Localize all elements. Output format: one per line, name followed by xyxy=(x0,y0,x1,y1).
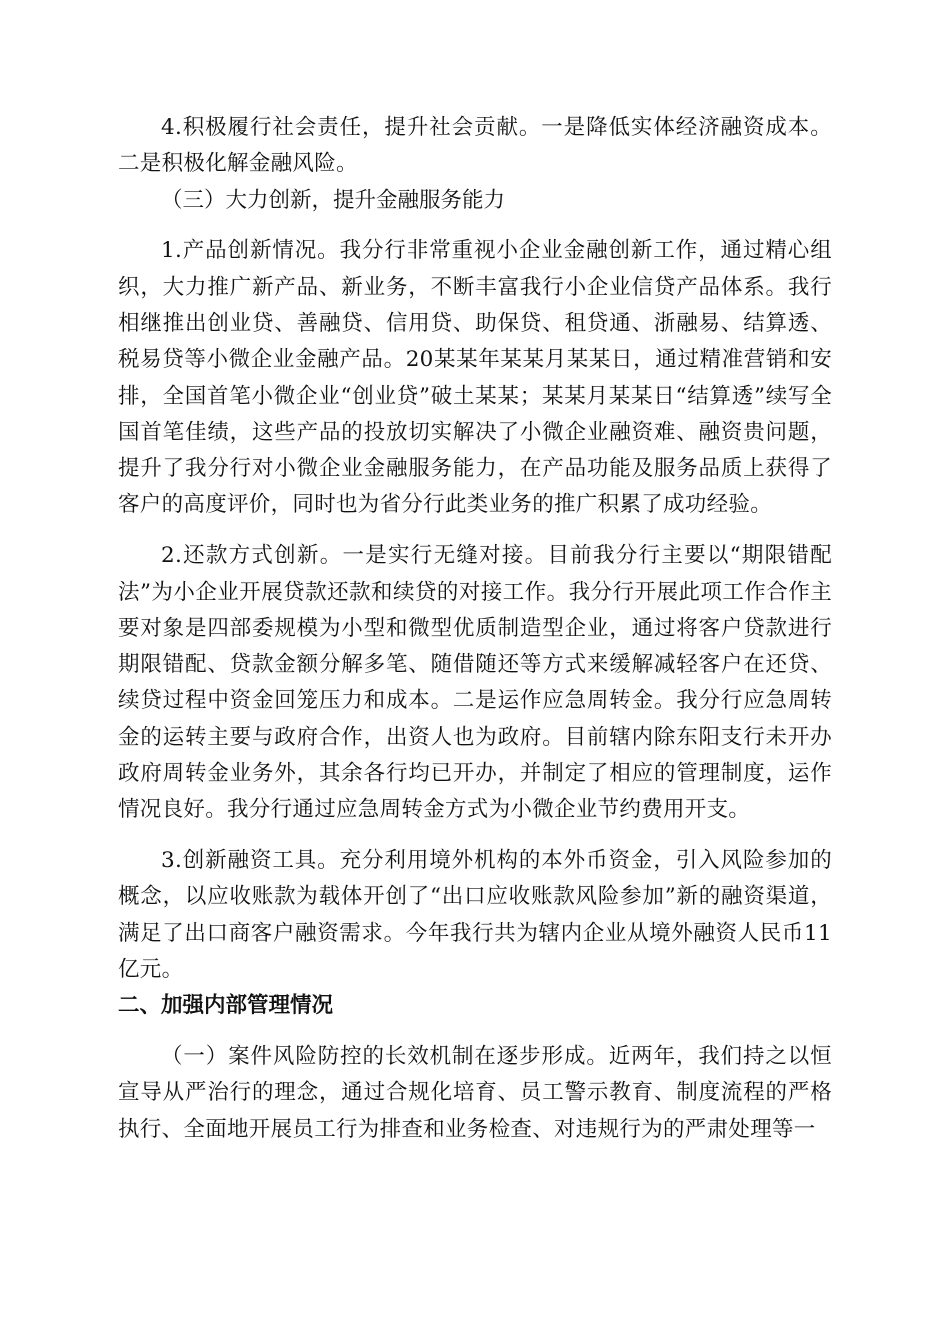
section-heading-internal-management: 二、加强内部管理情况 xyxy=(118,993,334,1019)
paragraph-social-responsibility: 4.积极履行社会责任，提升社会贡献。一是降低实体经济融资成本。二是积极化解金融风险。 xyxy=(118,115,832,177)
paragraph-repayment-innovation: 2.还款方式创新。一是实行无缝对接。目前我分行主要以“期限错配法”为小企业开展贷款还款和续贷的对接工作。我分行开展此项工作合作主要对象是四部委规模为小型和微型优质制造型企业，通过将客户贷款进行期限错配、贷款金额分解多笔、随借随还等方式来缓解减轻客户在还贷、续贷过程中资金回笼压力和成本。二是运作应急周转金。我分行应急周转金的运转主要与政府合作，出资人也为政府。目前辖内除东阳支行未开办政府周转金业务外，其余各行均已开办，并制定了相应的管理制度，运作情况良好。我分行通过应急周转金方式为小微企业节约费用开支。 xyxy=(118,543,832,823)
paragraph-product-innovation: 1.产品创新情况。我分行非常重视小企业金融创新工作，通过精心组织，大力推广新产品、新业务，不断丰富我行小企业信贷产品体系。我行相继推出创业贷、善融贷、信用贷、助保贷、租贷通、浙融易、结算透、税易贷等小微企业金融产品。20某某年某某月某某日，通过精准营销和安排，全国首笔小微企业“创业贷”破土某某；某某月某某日“结算透”续写全国首笔佳绩，这些产品的投放切实解决了小微企业融资难、融资贵问题，提升了我分行对小微企业金融服务能力，在产品功能及服务品质上获得了客户的高度评价，同时也为省分行此类业务的推广积累了成功经验。 xyxy=(118,238,832,518)
subheading-innovation: （三）大力创新，提升金融服务能力 xyxy=(161,187,506,213)
document-body xyxy=(118,110,832,1148)
paragraph-financing-tools: 3.创新融资工具。充分利用境外机构的本外币资金，引入风险参加的概念，以应收账款为载体开创了“出口应收账款风险参加”新的融资渠道，满足了出口商客户融资需求。今年我行共为辖内企业从境外融资人民币11亿元。 xyxy=(118,848,832,983)
paragraph-risk-prevention: （一）案件风险防控的长效机制在逐步形成。近两年，我们持之以恒宣导从严治行的理念，通过合规化培育、员工警示教育、制度流程的严格执行、全面地开展员工行为排查和业务检查、对违规行为的严肃处理等一 xyxy=(118,1044,832,1142)
